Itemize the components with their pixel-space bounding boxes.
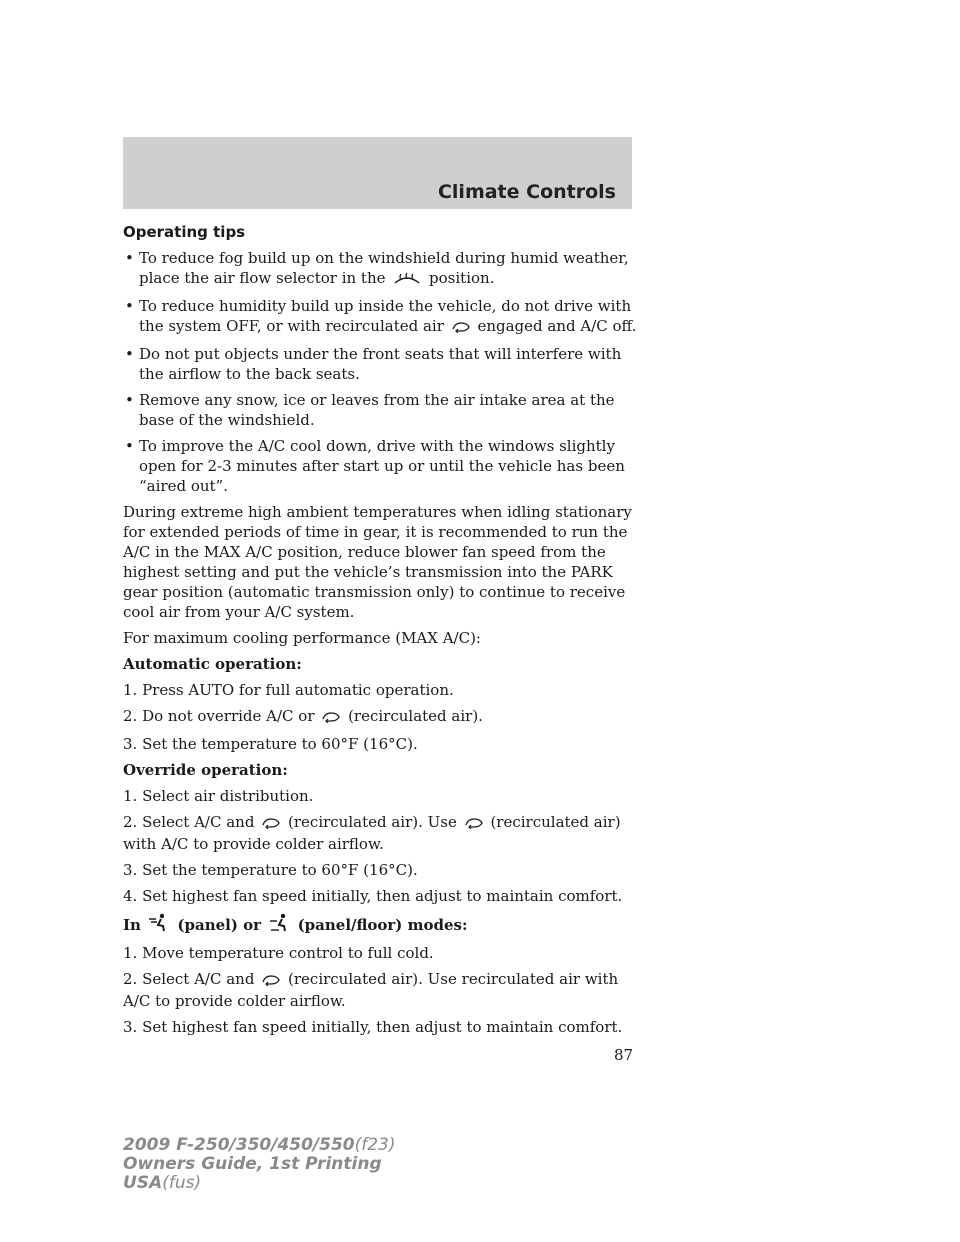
override-step-1: 1. Select air distribution. [123, 787, 314, 805]
recirculate-icon [464, 814, 484, 834]
section-title: Climate Controls [437, 181, 616, 203]
automatic-step-2: 2. Do not override A/C or (recirculated air). [123, 706, 643, 728]
automatic-step-1: 1. Press AUTO for full automatic operation. [123, 681, 454, 699]
panel-vent-icon [148, 912, 170, 937]
extreme-heat-paragraph: During extreme high ambient temperatures when idling stationary for extended periods of time in gear, it is recommended to run the A/C in the MAX A/C position, reduce blower fan speed from the highest setting and put the vehicle’s transmission into the PARK gear position (automatic transmission only) to continue to receive cool air from your A/C system. [123, 503, 632, 621]
list-item: • To reduce humidity build up inside the vehicle, do not drive with the system OFF, or with recirculated air engaged and A/C off. [123, 296, 643, 338]
max-cooling-paragraph: For maximum cooling performance (MAX A/C): [123, 629, 481, 647]
panel-step-2: 2. Select A/C and (recirculated air). Use recirculated air with A/C to provide colder airflow. [123, 970, 619, 1010]
footer-print-info: 2009 F-250/350/450/550(f23) Owners Guide, 1st Printing USA(fus) [123, 1135, 396, 1193]
override-operation-heading: Override operation: [123, 761, 288, 779]
panel-floor-vent-icon [268, 912, 290, 937]
list-item: • To improve the A/C cool down, drive with the windows slightly open for 2-3 minutes after start up or until the vehicle has been “aired out”. [123, 436, 643, 496]
automatic-step-3: 3. Set the temperature to 60°F (16°C). [123, 735, 418, 753]
page-number: 87 [614, 1046, 634, 1064]
section-header-band [123, 137, 632, 209]
list-item: • To reduce fog build up on the windshield during humid weather, place the air flow selector in the position. [123, 248, 643, 290]
list-item: • Do not put objects under the front seats that will interfere with the airflow to the back seats. [123, 344, 643, 384]
override-step-2: 2. Select A/C and (recirculated air). Use (recirculated air) with A/C to provide colder airflow. [123, 813, 621, 853]
recirculate-icon [451, 318, 471, 338]
defrost-floor-icon [392, 269, 422, 290]
recirculate-icon [321, 708, 341, 728]
recirculate-icon [261, 814, 281, 834]
page-content [123, 222, 643, 1043]
panel-step-1: 1. Move temperature control to full cold. [123, 944, 434, 962]
automatic-operation-heading: Automatic operation: [123, 655, 302, 673]
recirculate-icon [261, 971, 281, 991]
override-step-3: 3. Set the temperature to 60°F (16°C). [123, 861, 418, 879]
override-step-4: 4. Set highest fan speed initially, then adjust to maintain comfort. [123, 887, 623, 905]
list-item: • Remove any snow, ice or leaves from the air intake area at the base of the windshield. [123, 390, 643, 430]
operating-tips-list [123, 248, 643, 496]
panel-modes-heading: In (panel) or (panel/floor) modes: [123, 912, 643, 937]
panel-step-3: 3. Set highest fan speed initially, then adjust to maintain comfort. [123, 1018, 623, 1036]
operating-tips-heading: Operating tips [123, 223, 246, 241]
